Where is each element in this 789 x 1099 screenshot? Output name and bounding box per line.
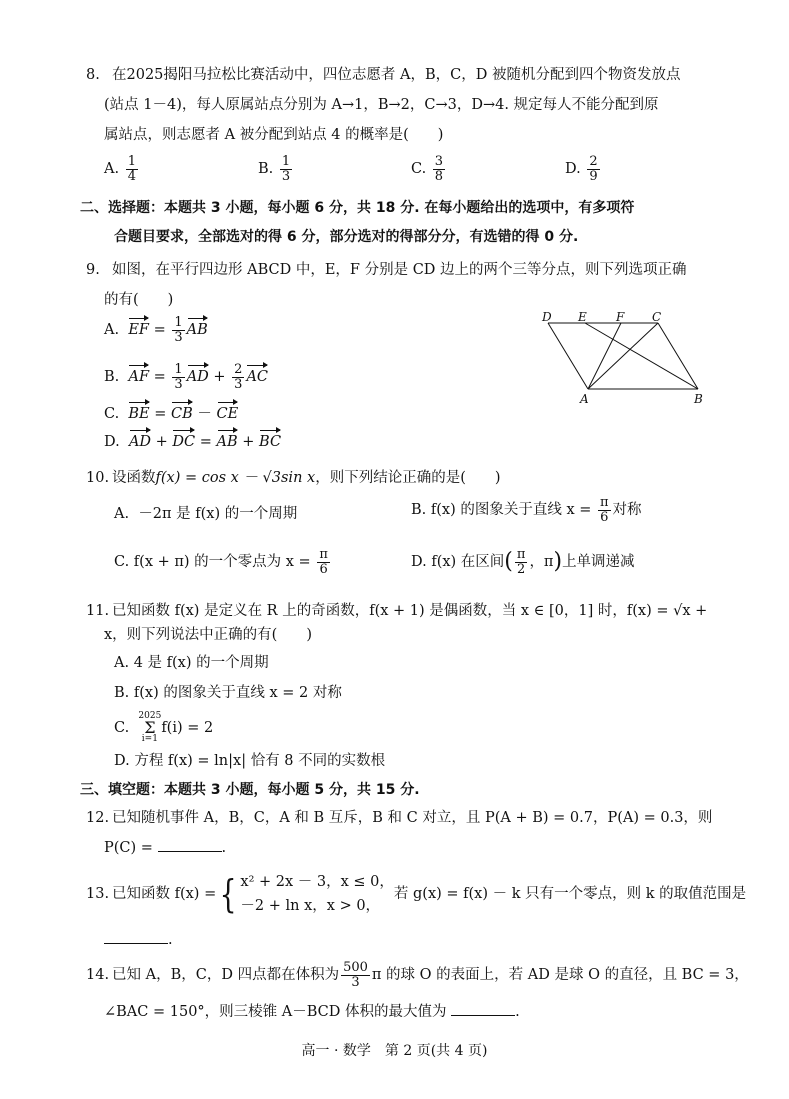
q10-option-a: A. －2π 是 f(x) 的一个周期 [114,506,298,522]
q9-option-c: C. BE = CB － CE [104,403,238,425]
section-3-heading: 三、填空题：本题共 3 小题，每小题 5 分，共 15 分. [80,782,420,798]
q14-line1: 14. 已知 A，B，C，D 四点都在体积为 $\frac{500}{3}$ π 的球 O 的表面上，若 AD 是球 O 的直径，且 BC = 3， [86,959,749,990]
label-f: F [616,310,625,324]
q8-option-d: D. $\frac{2}{9}$ [565,154,598,184]
q11-number: 11. [86,603,110,619]
q9-line1: 9. 如图，在平行四边形 ABCD 中，E，F 分别是 CD 边上的两个三等分点，则下列选项正确 [86,255,687,285]
q13-number: 13. [86,886,110,902]
q11-line2: x，则下列说法中正确的有( ) [104,627,312,643]
q8-option-b: B. $\frac{1}{3}$ [258,154,291,184]
q8-option-a: A. $\frac{1}{4}$ [104,154,136,184]
q14-line2: ∠BAC = 150°，则三棱锥 A－BCD 体积的最大值为 . [104,997,520,1027]
q12-number: 12. [86,810,110,826]
q11-line1: 11. 已知函数 f(x) 是定义在 R 上的奇函数，f(x + 1) 是偶函数，当 x ∈ [0，1] 时，f(x) = √x + [86,596,707,626]
label-a: A [580,392,589,406]
q13-answer-line: . [104,925,173,955]
label-d: D [542,310,552,324]
q13-answer-blank [104,927,168,944]
q8-line1: 8. 在2025揭阳马拉松比赛活动中，四位志愿者 A，B，C，D 被随机分配到四个物资发放点 [86,60,680,90]
label-c: C [652,310,662,324]
q12-line2: P(C) = . [104,833,226,863]
q11-option-a: A. 4 是 f(x) 的一个周期 [114,655,269,671]
q10-number: 10. [86,470,110,486]
q11-option-d: D. 方程 f(x) = ln|x| 恰有 8 不同的实数根 [114,753,386,769]
q8-option-c: C. $\frac{3}{8}$ [411,154,444,184]
q9-number: 9. [86,262,100,278]
q10-option-b: B. f(x) 的图象关于直线 x = $\frac{\pi}{6}$ 对称 [411,495,642,525]
q8-number: 8. [86,67,100,83]
q11-option-c: C. 2025 Σ i=1f(i) = 2 [114,711,214,744]
q10-option-d: D. f(x) 在区间( $\frac{\pi}{2}$ ，π)上单调递减 [411,547,635,577]
q14-answer-blank [451,999,515,1016]
q9-option-d: D. AD + DC = AB + BC [104,431,281,453]
q10-stem: 10. 设函数f(x) = cos x － √3sin x，则下列结论正确的是( ) [86,463,501,493]
section-2-heading-line2: 合题目要求，全部选对的得 6 分，部分选对的得部分分，有选错的得 0 分. [114,229,579,245]
page-footer: 高一 · 数学 第 2 页(共 4 页) [301,1043,488,1059]
q9-line2: 的有( ) [104,292,174,308]
label-b: B [694,392,703,406]
q9-option-b: B. AF = $\frac{1}{3}$ AD + $\frac{2}{3}$ AC [104,362,269,392]
q12-answer-blank [158,835,222,852]
q12-line1: 12. 已知随机事件 A，B，C，A 和 B 互斥，B 和 C 对立，且 P(A + B) = 0.7，P(A) = 0.3，则 [86,803,712,833]
q10-option-c: C. f(x + π) 的一个零点为 x = $\frac{\pi}{6}$ [114,547,328,577]
section-2-heading: 二、选择题：本题共 3 小题，每小题 6 分，共 18 分. 在每小题给出的选项中，有多项符 [80,200,635,216]
q13-stem: 13. 已知函数 f(x) ={ x² + 2x － 3，x ≤ 0， －2 + ln x，x > 0， 若 g(x) = f(x) － k 只有一个零点，则 k 的取值范围是 [86,872,747,916]
q8-line2: (站点 1－4)，每人原属站点分别为 A→1，B→2，C→3，D→4. 规定每人不能分配到原 [104,97,659,113]
label-e: E [578,310,587,324]
parallelogram-figure [530,305,720,410]
q11-option-b: B. f(x) 的图象关于直线 x = 2 对称 [114,685,342,701]
q8-line3: 属站点，则志愿者 A 被分配到站点 4 的概率是( ) [104,127,444,143]
q14-number: 14. [86,967,110,983]
q9-option-a: A. EF = $\frac{1}{3}$ AB [104,315,208,345]
